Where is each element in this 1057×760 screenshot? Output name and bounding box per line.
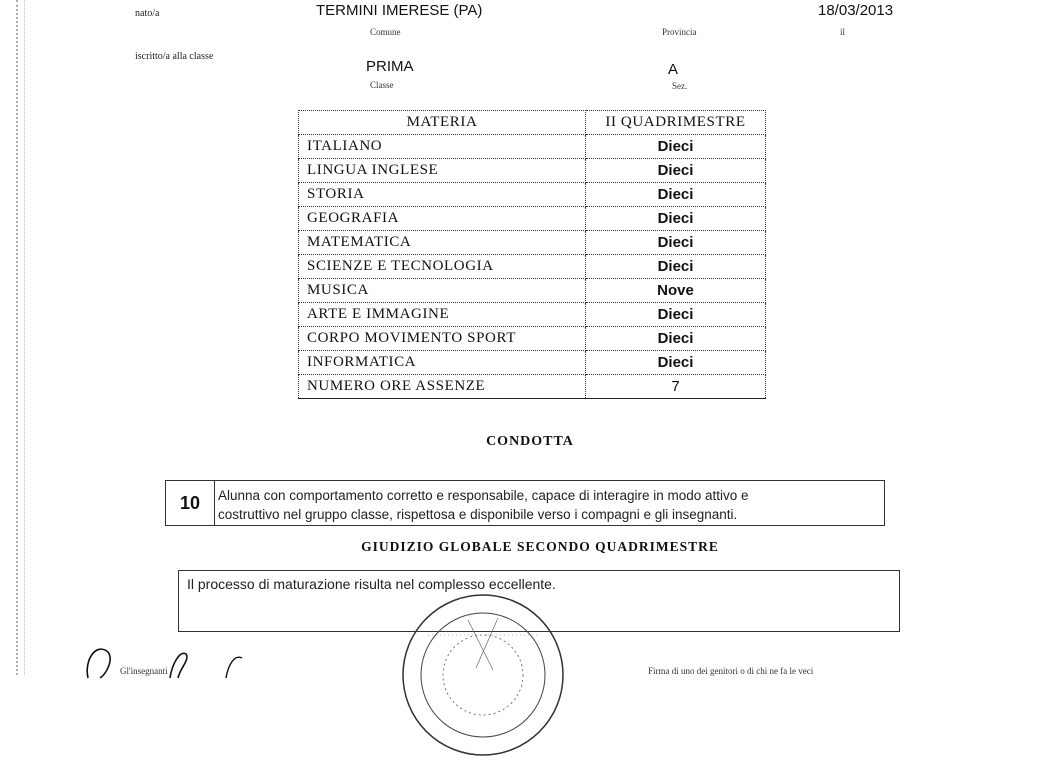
- table-row: [299, 231, 766, 255]
- conduct-description: [218, 486, 878, 524]
- global-judgement-text: Il processo di maturazione risulta nel complesso eccellente.: [187, 576, 556, 592]
- grades-header-row: [299, 111, 766, 135]
- conduct-line-1: Alunna con comportamento corretto e responsabile, capace di interagire in modo attivo e: [218, 488, 749, 503]
- subject-cell: STORIA: [299, 183, 586, 207]
- sezione-value: A: [668, 61, 679, 78]
- subject-cell: ARTE E IMMAGINE: [299, 303, 586, 327]
- grade-cell: Dieci: [586, 135, 766, 159]
- grade-cell: Dieci: [586, 303, 766, 327]
- parent-signature-label: Firma di uno dei genitori o di chi ne fa le veci: [648, 666, 814, 676]
- grade-cell: Dieci: [586, 327, 766, 351]
- table-row: [299, 327, 766, 351]
- table-row: [299, 351, 766, 375]
- subject-cell: INFORMATICA: [299, 351, 586, 375]
- school-stamp-icon: [398, 590, 568, 760]
- grades-table: [298, 110, 766, 399]
- subject-cell: NUMERO ORE ASSENZE: [299, 375, 586, 399]
- subject-cell: SCIENZE E TECNOLOGIA: [299, 255, 586, 279]
- subject-cell: MUSICA: [299, 279, 586, 303]
- table-row: [299, 183, 766, 207]
- column-header-subject: MATERIA: [299, 111, 586, 135]
- provincia-label: Provincia: [662, 27, 697, 37]
- classe-label: Classe: [370, 80, 394, 90]
- date-value: 18/03/2013: [818, 2, 894, 19]
- born-label: nato/a: [135, 8, 160, 19]
- grade-cell: Dieci: [586, 255, 766, 279]
- grade-cell: Dieci: [586, 231, 766, 255]
- scan-edge: [16, 0, 25, 675]
- conduct-box: [165, 480, 885, 526]
- comune-label: Comune: [370, 27, 401, 37]
- subject-cell: CORPO MOVIMENTO SPORT: [299, 327, 586, 351]
- grade-cell: Dieci: [586, 351, 766, 375]
- global-judgement-heading: GIUDIZIO GLOBALE SECONDO QUADRIMESTRE: [361, 539, 719, 554]
- table-row: [299, 279, 766, 303]
- subject-cell: ITALIANO: [299, 135, 586, 159]
- comune-value: TERMINI IMERESE (PA): [316, 2, 483, 19]
- subject-cell: GEOGRAFIA: [299, 207, 586, 231]
- table-row: [299, 303, 766, 327]
- conduct-heading: CONDOTTA: [486, 434, 574, 449]
- grade-cell: Dieci: [586, 159, 766, 183]
- grade-cell: Nove: [586, 279, 766, 303]
- classe-value: PRIMA: [366, 58, 414, 75]
- grade-cell: Dieci: [586, 207, 766, 231]
- table-row: [299, 159, 766, 183]
- conduct-line-2: costruttivo nel gruppo classe, rispettosa e disponibile verso i compagni e gli insegnanti.: [218, 507, 738, 522]
- enrolled-label: iscritto/a alla classe: [135, 51, 214, 62]
- table-row: [299, 135, 766, 159]
- table-row: [299, 207, 766, 231]
- grade-cell: 7: [586, 375, 766, 399]
- table-row: [299, 375, 766, 399]
- date-label: il: [840, 27, 846, 37]
- teacher-signature-icon: [76, 630, 276, 680]
- subject-cell: MATEMATICA: [299, 231, 586, 255]
- conduct-grade: 10: [166, 481, 215, 525]
- teachers-label: Gl'insegnanti: [120, 666, 168, 676]
- subject-cell: LINGUA INGLESE: [299, 159, 586, 183]
- grade-cell: Dieci: [586, 183, 766, 207]
- column-header-term: II QUADRIMESTRE: [586, 111, 766, 135]
- table-row: [299, 255, 766, 279]
- sezione-label: Sez.: [672, 81, 688, 91]
